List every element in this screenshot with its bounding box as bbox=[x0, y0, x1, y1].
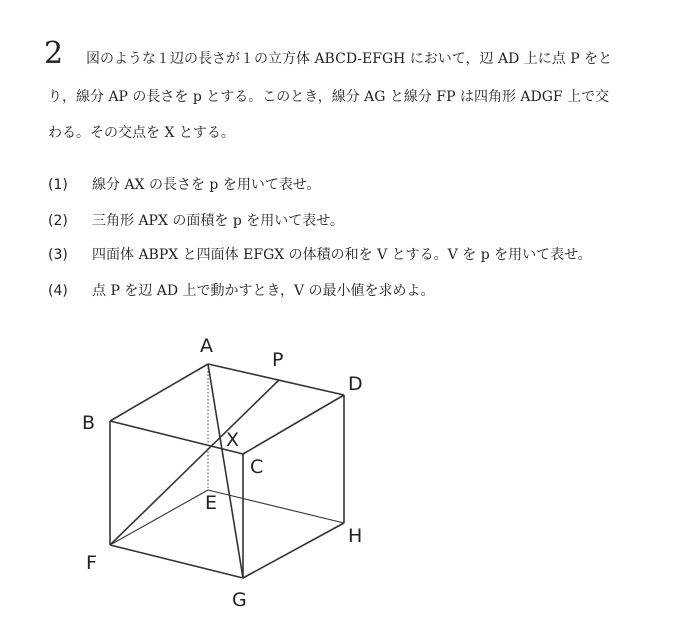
question-number: (1) bbox=[48, 177, 68, 193]
edge-EH bbox=[208, 490, 344, 523]
question-text: 線分 AX の長さを p を用いて表せ。 bbox=[92, 177, 321, 193]
question-text: 点 P を辺 AD 上で動かすとき，V の最小値を求めよ。 bbox=[92, 283, 435, 299]
edge-CD bbox=[243, 395, 344, 454]
label-A: A bbox=[200, 335, 213, 357]
label-H: H bbox=[348, 525, 363, 547]
label-F: F bbox=[86, 552, 97, 574]
question-text: 四面体 ABPX と四面体 EFGX の体積の和を V とする。V を p を用いて表せ。 bbox=[92, 247, 592, 263]
label-P: P bbox=[272, 349, 284, 371]
intro-line-3: わる。その交点を X とする。 bbox=[48, 125, 235, 141]
edge-FG bbox=[110, 545, 243, 578]
label-D: D bbox=[348, 373, 363, 395]
question-text: 三角形 APX の面積を p を用いて表せ。 bbox=[92, 213, 344, 229]
edge-AB bbox=[110, 364, 208, 421]
label-C: C bbox=[250, 456, 264, 478]
problem-number: 2 bbox=[44, 36, 64, 71]
intro-line-1: 図のような１辺の長さが１の立方体 ABCD-EFGH において，辺 AD 上に点 P をと bbox=[86, 51, 613, 67]
label-G: G bbox=[232, 589, 247, 611]
question-number: (3) bbox=[48, 247, 68, 263]
intro-line-2: り，線分 AP の長さを p とする。このとき，線分 AG と線分 FP は四角形 ADGF 上で交 bbox=[48, 89, 610, 105]
label-X: X bbox=[226, 429, 240, 451]
question-number: (4) bbox=[48, 283, 68, 299]
segment-AG bbox=[208, 364, 243, 578]
edge-GH bbox=[243, 523, 344, 578]
edge-BC bbox=[110, 421, 243, 454]
label-B: B bbox=[82, 412, 96, 434]
question-number: (2) bbox=[48, 213, 68, 229]
label-E: E bbox=[205, 492, 218, 514]
